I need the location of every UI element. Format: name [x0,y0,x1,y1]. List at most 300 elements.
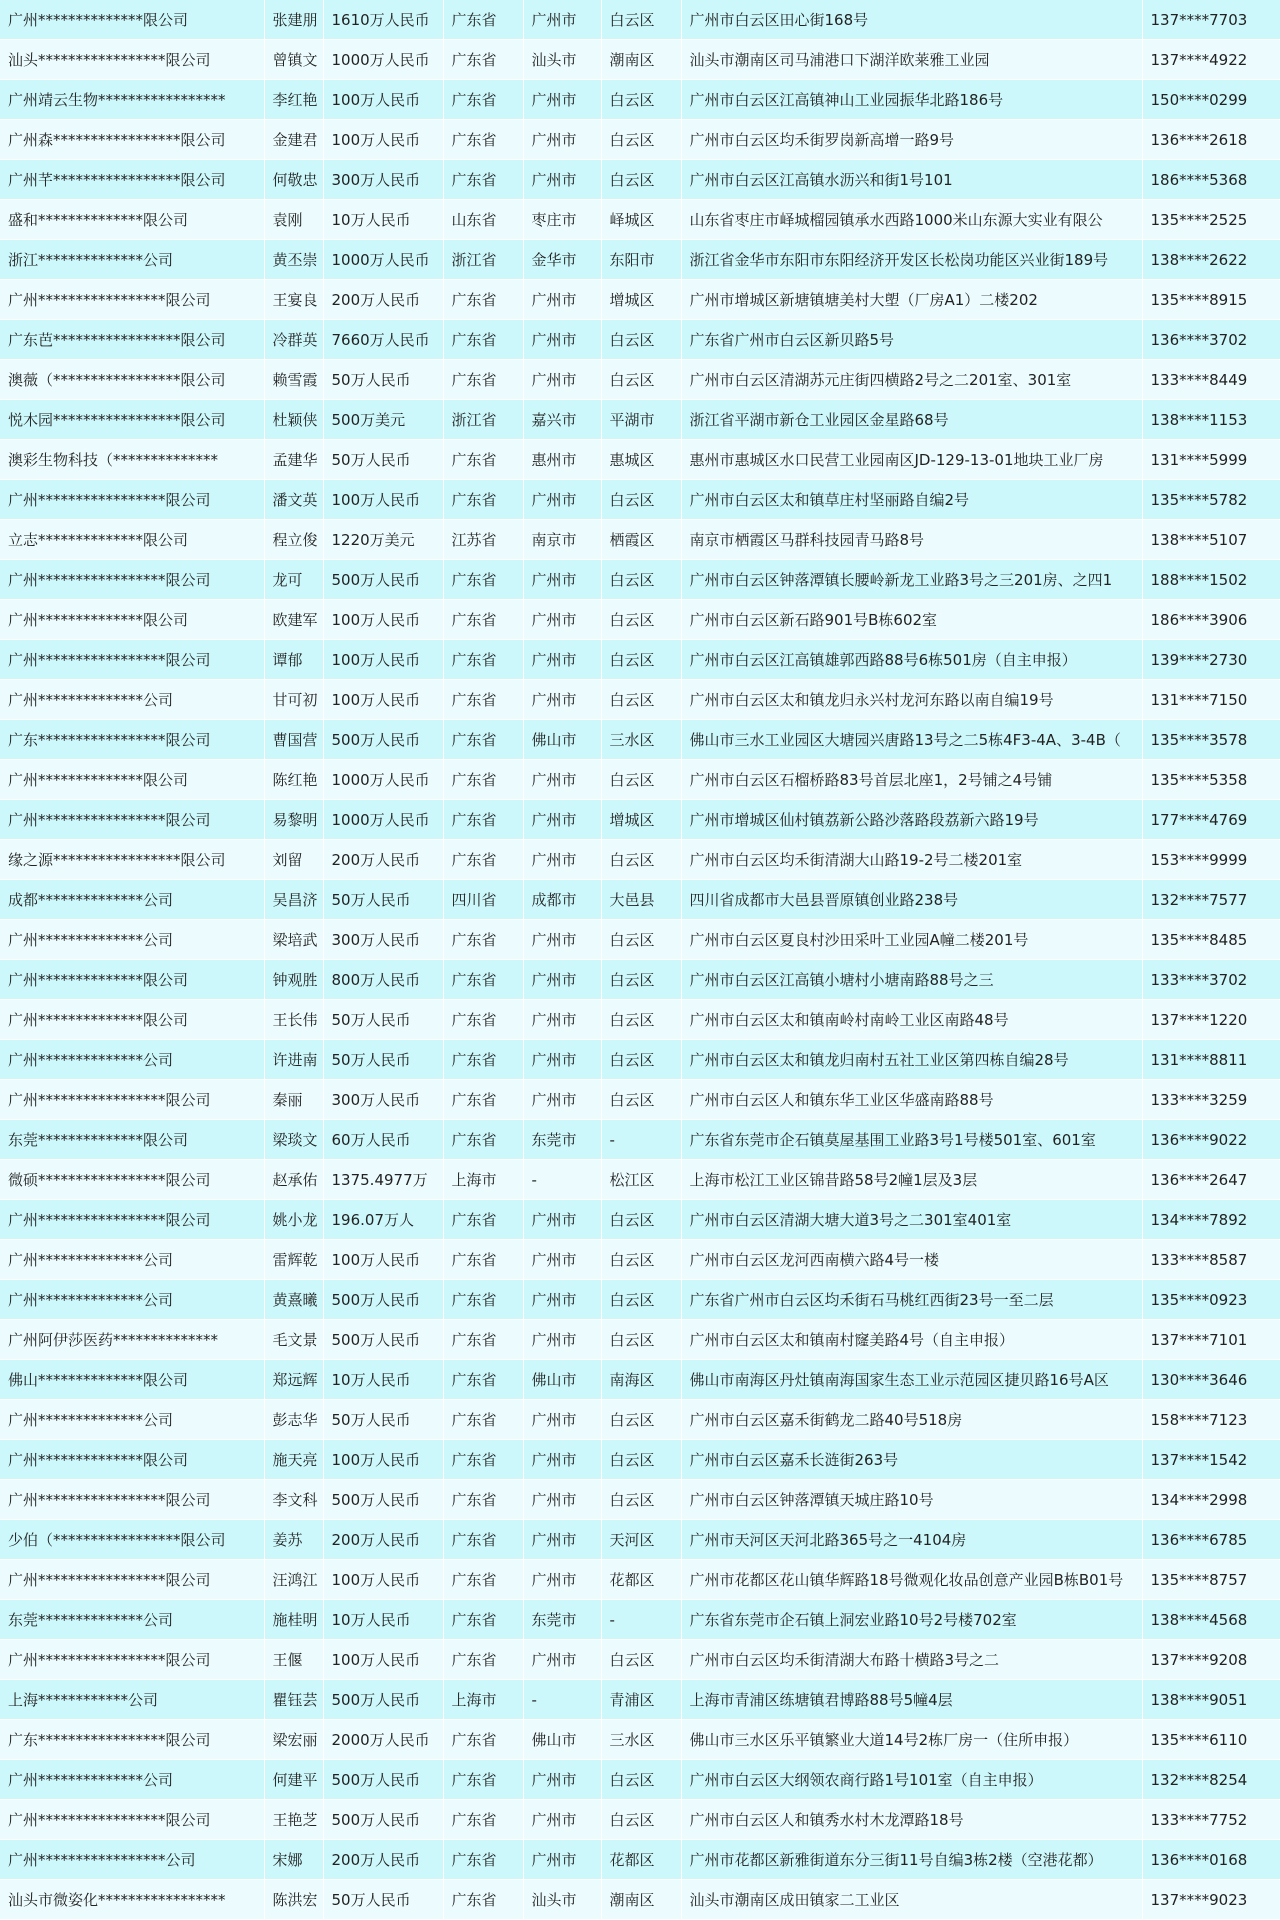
address-cell: 广州市白云区均禾街清湖大山路19-2号二楼201室 [681,840,1142,880]
table-row [0,280,1280,320]
company-name-cell: 广州*****************限公司 [0,560,264,600]
legal-rep-cell: 梁琰文 [264,1120,323,1160]
address-cell: 广州市增城区仙村镇荔新公路沙落路段荔新六路19号 [681,800,1142,840]
table-row [0,840,1280,880]
legal-rep-cell: 王艳芝 [264,1800,323,1840]
registered-capital-cell: 500万美元 [323,400,443,440]
company-name-cell: 汕头*****************限公司 [0,40,264,80]
province-cell: 广东省 [443,120,523,160]
district-cell: 白云区 [601,0,681,40]
table-row [0,1160,1280,1200]
table-row [0,1280,1280,1320]
table-row [0,400,1280,440]
registered-capital-cell: 50万人民币 [323,1400,443,1440]
district-cell: 白云区 [601,480,681,520]
phone-cell: 137****7703 [1142,0,1280,40]
registered-capital-cell: 10万人民币 [323,1360,443,1400]
city-cell: 广州市 [523,280,601,320]
registered-capital-cell: 300万人民币 [323,1080,443,1120]
legal-rep-cell: 曾镇文 [264,40,323,80]
registered-capital-cell: 60万人民币 [323,1120,443,1160]
legal-rep-cell: 龙可 [264,560,323,600]
address-cell: 上海市松江工业区锦昔路58号2幢1层及3层 [681,1160,1142,1200]
city-cell: 广州市 [523,1440,601,1480]
legal-rep-cell: 瞿钰芸 [264,1680,323,1720]
district-cell: 白云区 [601,960,681,1000]
address-cell: 广州市白云区石榴桥路83号首层北座1，2号铺之4号铺 [681,760,1142,800]
legal-rep-cell: 王偃 [264,1640,323,1680]
district-cell: 南海区 [601,1360,681,1400]
province-cell: 广东省 [443,1600,523,1640]
city-cell: 广州市 [523,120,601,160]
city-cell: 汕头市 [523,40,601,80]
phone-cell: 138****5107 [1142,520,1280,560]
table-row [0,760,1280,800]
district-cell: 天河区 [601,1520,681,1560]
company-name-cell: 浙江**************公司 [0,240,264,280]
registered-capital-cell: 100万人民币 [323,120,443,160]
phone-cell: 133****8587 [1142,1240,1280,1280]
province-cell: 广东省 [443,1640,523,1680]
address-cell: 佛山市南海区丹灶镇南海国家生态工业示范园区捷贝路16号A区 [681,1360,1142,1400]
phone-cell: 131****5999 [1142,440,1280,480]
legal-rep-cell: 赵承佑 [264,1160,323,1200]
phone-cell: 136****3702 [1142,320,1280,360]
legal-rep-cell: 姚小龙 [264,1200,323,1240]
table-row [0,1640,1280,1680]
province-cell: 广东省 [443,320,523,360]
province-cell: 广东省 [443,760,523,800]
address-cell: 广州市花都区花山镇华辉路18号微观化妆品创意产业园B栋B01号 [681,1560,1142,1600]
address-cell: 广州市白云区钟落潭镇天城庄路10号 [681,1480,1142,1520]
address-cell: 山东省枣庄市峄城榴园镇承水西路1000米山东源大实业有限公 [681,200,1142,240]
city-cell: 汕头市 [523,1880,601,1920]
city-cell: 广州市 [523,360,601,400]
registered-capital-cell: 1000万人民币 [323,40,443,80]
legal-rep-cell: 姜苏 [264,1520,323,1560]
city-cell: 广州市 [523,560,601,600]
table-row [0,240,1280,280]
province-cell: 广东省 [443,1000,523,1040]
phone-cell: 136****6785 [1142,1520,1280,1560]
legal-rep-cell: 袁刚 [264,200,323,240]
table-row [0,1320,1280,1360]
registered-capital-cell: 10万人民币 [323,1600,443,1640]
company-name-cell: 广州靖云生物***************** [0,80,264,120]
table-row [0,1760,1280,1800]
province-cell: 广东省 [443,1720,523,1760]
phone-cell: 131****8811 [1142,1040,1280,1080]
city-cell: 广州市 [523,1400,601,1440]
phone-cell: 135****8485 [1142,920,1280,960]
phone-cell: 137****1220 [1142,1000,1280,1040]
registered-capital-cell: 300万人民币 [323,160,443,200]
address-cell: 广州市白云区清湖大塘大道3号之二301室401室 [681,1200,1142,1240]
company-name-cell: 成都**************公司 [0,880,264,920]
district-cell: 白云区 [601,160,681,200]
legal-rep-cell: 赖雪霞 [264,360,323,400]
table-row [0,1840,1280,1880]
district-cell: 大邑县 [601,880,681,920]
registered-capital-cell: 300万人民币 [323,920,443,960]
phone-cell: 153****9999 [1142,840,1280,880]
legal-rep-cell: 宋娜 [264,1840,323,1880]
address-cell: 广州市白云区太和镇草庄村坚丽路自编2号 [681,480,1142,520]
province-cell: 浙江省 [443,240,523,280]
company-name-cell: 广州芊*****************限公司 [0,160,264,200]
phone-cell: 136****2647 [1142,1160,1280,1200]
registered-capital-cell: 196.07万人 [323,1200,443,1240]
city-cell: 广州市 [523,1040,601,1080]
table-row [0,1240,1280,1280]
legal-rep-cell: 张建朋 [264,0,323,40]
registered-capital-cell: 50万人民币 [323,1040,443,1080]
phone-cell: 132****7577 [1142,880,1280,920]
company-name-cell: 缘之源*****************限公司 [0,840,264,880]
registered-capital-cell: 100万人民币 [323,600,443,640]
province-cell: 广东省 [443,560,523,600]
phone-cell: 132****8254 [1142,1760,1280,1800]
phone-cell: 133****8449 [1142,360,1280,400]
legal-rep-cell: 许进南 [264,1040,323,1080]
registered-capital-cell: 1000万人民币 [323,240,443,280]
phone-cell: 137****9023 [1142,1880,1280,1920]
table-row [0,40,1280,80]
district-cell: 白云区 [601,560,681,600]
district-cell: 平湖市 [601,400,681,440]
company-name-cell: 东莞**************限公司 [0,1120,264,1160]
district-cell: 白云区 [601,1200,681,1240]
address-cell: 广州市白云区大纲领农商行路1号101室（自主申报） [681,1760,1142,1800]
district-cell: 青浦区 [601,1680,681,1720]
company-name-cell: 广州*****************限公司 [0,1560,264,1600]
legal-rep-cell: 吴昌济 [264,880,323,920]
city-cell: 广州市 [523,1200,601,1240]
province-cell: 广东省 [443,680,523,720]
legal-rep-cell: 黄熹曦 [264,1280,323,1320]
district-cell: 白云区 [601,1080,681,1120]
city-cell: 广州市 [523,1760,601,1800]
address-cell: 广州市增城区新塘镇塘美村大塱（厂房A1）二楼202 [681,280,1142,320]
company-name-cell: 广州森*****************限公司 [0,120,264,160]
registered-capital-cell: 500万人民币 [323,1680,443,1720]
city-cell: 广州市 [523,1800,601,1840]
legal-rep-cell: 冷群英 [264,320,323,360]
phone-cell: 133****7752 [1142,1800,1280,1840]
phone-cell: 135****0923 [1142,1280,1280,1320]
phone-cell: 158****7123 [1142,1400,1280,1440]
province-cell: 广东省 [443,1560,523,1600]
registered-capital-cell: 500万人民币 [323,1480,443,1520]
district-cell: 白云区 [601,680,681,720]
city-cell: - [523,1160,601,1200]
table-row [0,1040,1280,1080]
company-name-cell: 广州**************限公司 [0,1440,264,1480]
address-cell: 广东省广州市白云区均禾街石马桃红西街23号一至二层 [681,1280,1142,1320]
legal-rep-cell: 秦丽 [264,1080,323,1120]
registered-capital-cell: 100万人民币 [323,1640,443,1680]
legal-rep-cell: 欧建军 [264,600,323,640]
phone-cell: 188****1502 [1142,560,1280,600]
table-row [0,520,1280,560]
company-name-cell: 广州*****************公司 [0,1840,264,1880]
registered-capital-cell: 50万人民币 [323,880,443,920]
address-cell: 广州市白云区清湖苏元庄街四横路2号之二201室、301室 [681,360,1142,400]
company-name-cell: 立志**************限公司 [0,520,264,560]
legal-rep-cell: 李红艳 [264,80,323,120]
district-cell: 白云区 [601,1640,681,1680]
company-name-cell: 广东*****************限公司 [0,720,264,760]
legal-rep-cell: 梁宏丽 [264,1720,323,1760]
company-name-cell: 东莞**************公司 [0,1600,264,1640]
city-cell: 广州市 [523,80,601,120]
address-cell: 上海市青浦区练塘镇君博路88号5幢4层 [681,1680,1142,1720]
city-cell: 广州市 [523,1080,601,1120]
province-cell: 广东省 [443,360,523,400]
province-cell: 广东省 [443,1120,523,1160]
company-name-cell: 上海************公司 [0,1680,264,1720]
province-cell: 广东省 [443,840,523,880]
table-row [0,1400,1280,1440]
province-cell: 四川省 [443,880,523,920]
city-cell: 广州市 [523,680,601,720]
address-cell: 广州市白云区田心街168号 [681,0,1142,40]
city-cell: 广州市 [523,640,601,680]
city-cell: 广州市 [523,600,601,640]
district-cell: 峄城区 [601,200,681,240]
company-name-cell: 广州**************公司 [0,1280,264,1320]
address-cell: 广东省东莞市企石镇上洞宏业路10号2号楼702室 [681,1600,1142,1640]
company-name-cell: 广州阿伊莎医药************** [0,1320,264,1360]
table-row [0,880,1280,920]
address-cell: 广州市白云区龙河西南横六路4号一楼 [681,1240,1142,1280]
district-cell: 白云区 [601,1000,681,1040]
city-cell: 佛山市 [523,720,601,760]
registered-capital-cell: 7660万人民币 [323,320,443,360]
phone-cell: 177****4769 [1142,800,1280,840]
company-name-cell: 广州**************公司 [0,920,264,960]
district-cell: 白云区 [601,1280,681,1320]
city-cell: 广州市 [523,920,601,960]
district-cell: - [601,1120,681,1160]
district-cell: 潮南区 [601,40,681,80]
province-cell: 广东省 [443,40,523,80]
table-row [0,480,1280,520]
registered-capital-cell: 1375.4977万 [323,1160,443,1200]
company-name-cell: 广州*****************限公司 [0,1200,264,1240]
address-cell: 广州市白云区江高镇水沥兴和街1号101 [681,160,1142,200]
phone-cell: 138****1153 [1142,400,1280,440]
registered-capital-cell: 500万人民币 [323,1280,443,1320]
address-cell: 浙江省金华市东阳市东阳经济开发区长松岗功能区兴业街189号 [681,240,1142,280]
legal-rep-cell: 何敬忠 [264,160,323,200]
address-cell: 广东省东莞市企石镇莫屋基围工业路3号1号楼501室、601室 [681,1120,1142,1160]
province-cell: 广东省 [443,640,523,680]
company-name-cell: 少伯（*****************限公司 [0,1520,264,1560]
district-cell: 白云区 [601,1760,681,1800]
registered-capital-cell: 100万人民币 [323,1560,443,1600]
city-cell: 广州市 [523,480,601,520]
legal-rep-cell: 潘文英 [264,480,323,520]
district-cell: 白云区 [601,760,681,800]
phone-cell: 137****1542 [1142,1440,1280,1480]
table-row [0,1200,1280,1240]
legal-rep-cell: 钟观胜 [264,960,323,1000]
company-name-cell: 广州*****************限公司 [0,480,264,520]
registered-capital-cell: 1000万人民币 [323,800,443,840]
province-cell: 广东省 [443,960,523,1000]
table-row [0,360,1280,400]
company-name-cell: 广州*****************限公司 [0,1480,264,1520]
province-cell: 广东省 [443,480,523,520]
address-cell: 佛山市三水区乐平镇繁业大道14号2栋厂房一（住所申报） [681,1720,1142,1760]
phone-cell: 135****5782 [1142,480,1280,520]
phone-cell: 136****0168 [1142,1840,1280,1880]
province-cell: 广东省 [443,600,523,640]
district-cell: 三水区 [601,720,681,760]
table-row [0,1560,1280,1600]
district-cell: 白云区 [601,120,681,160]
phone-cell: 135****5358 [1142,760,1280,800]
company-name-cell: 广东芭*****************限公司 [0,320,264,360]
phone-cell: 135****6110 [1142,1720,1280,1760]
phone-cell: 134****2998 [1142,1480,1280,1520]
company-name-cell: 广州*****************限公司 [0,1800,264,1840]
registered-capital-cell: 100万人民币 [323,640,443,680]
phone-cell: 133****3259 [1142,1080,1280,1120]
district-cell: 潮南区 [601,1880,681,1920]
district-cell: 惠城区 [601,440,681,480]
legal-rep-cell: 陈红艳 [264,760,323,800]
province-cell: 广东省 [443,720,523,760]
legal-rep-cell: 易黎明 [264,800,323,840]
phone-cell: 135****3578 [1142,720,1280,760]
company-name-cell: 广州**************限公司 [0,600,264,640]
table-row [0,1720,1280,1760]
province-cell: 江苏省 [443,520,523,560]
phone-cell: 186****3906 [1142,600,1280,640]
company-name-cell: 广州*****************限公司 [0,280,264,320]
phone-cell: 135****8915 [1142,280,1280,320]
phone-cell: 138****4568 [1142,1600,1280,1640]
province-cell: 广东省 [443,0,523,40]
city-cell: 成都市 [523,880,601,920]
legal-rep-cell: 王长伟 [264,1000,323,1040]
district-cell: 白云区 [601,360,681,400]
company-name-cell: 微硕*****************限公司 [0,1160,264,1200]
district-cell: 栖霞区 [601,520,681,560]
city-cell: 广州市 [523,960,601,1000]
registered-capital-cell: 500万人民币 [323,1800,443,1840]
address-cell: 广州市花都区新雅街道东分三街11号自编3栋2楼（空港花都） [681,1840,1142,1880]
company-name-cell: 广州**************限公司 [0,960,264,1000]
province-cell: 广东省 [443,280,523,320]
table-row [0,440,1280,480]
registered-capital-cell: 100万人民币 [323,680,443,720]
district-cell: 白云区 [601,1800,681,1840]
legal-rep-cell: 黄丕崇 [264,240,323,280]
registered-capital-cell: 10万人民币 [323,200,443,240]
district-cell: 白云区 [601,640,681,680]
address-cell: 南京市栖霞区马群科技园青马路8号 [681,520,1142,560]
company-name-cell: 广州*****************限公司 [0,800,264,840]
phone-cell: 138****9051 [1142,1680,1280,1720]
address-cell: 广州市白云区均禾街罗岗新高增一路9号 [681,120,1142,160]
table-row [0,0,1280,40]
table-row [0,1080,1280,1120]
city-cell: 广州市 [523,160,601,200]
city-cell: 南京市 [523,520,601,560]
city-cell: - [523,1680,601,1720]
province-cell: 广东省 [443,160,523,200]
address-cell: 四川省成都市大邑县晋原镇创业路238号 [681,880,1142,920]
province-cell: 广东省 [443,1280,523,1320]
address-cell: 广州市白云区太和镇龙归南村五社工业区第四栋自编28号 [681,1040,1142,1080]
table-row [0,600,1280,640]
company-name-cell: 盛和**************限公司 [0,200,264,240]
address-cell: 广州市白云区江高镇雄郭西路88号6栋501房（自主申报） [681,640,1142,680]
registered-capital-cell: 500万人民币 [323,560,443,600]
legal-rep-cell: 谭郁 [264,640,323,680]
address-cell: 广州市白云区夏良村沙田采叶工业园A幢二楼201号 [681,920,1142,960]
table-row [0,1880,1280,1920]
province-cell: 山东省 [443,200,523,240]
district-cell: 增城区 [601,280,681,320]
registered-capital-cell: 500万人民币 [323,1320,443,1360]
table-row [0,1480,1280,1520]
legal-rep-cell: 梁培武 [264,920,323,960]
registered-capital-cell: 200万人民币 [323,1840,443,1880]
city-cell: 佛山市 [523,1720,601,1760]
legal-rep-cell: 施天亮 [264,1440,323,1480]
district-cell: 白云区 [601,1440,681,1480]
registered-capital-cell: 50万人民币 [323,360,443,400]
phone-cell: 186****5368 [1142,160,1280,200]
company-name-cell: 广东*****************限公司 [0,1720,264,1760]
district-cell: 花都区 [601,1560,681,1600]
address-cell: 广州市白云区太和镇龙归永兴村龙河东路以南自编19号 [681,680,1142,720]
city-cell: 广州市 [523,1560,601,1600]
address-cell: 广州市白云区江高镇小塘村小塘南路88号之三 [681,960,1142,1000]
legal-rep-cell: 施桂明 [264,1600,323,1640]
legal-rep-cell: 郑远辉 [264,1360,323,1400]
province-cell: 广东省 [443,920,523,960]
registered-capital-cell: 50万人民币 [323,440,443,480]
phone-cell: 136****2618 [1142,120,1280,160]
province-cell: 广东省 [443,1360,523,1400]
province-cell: 上海市 [443,1160,523,1200]
phone-cell: 134****7892 [1142,1200,1280,1240]
city-cell: 广州市 [523,1640,601,1680]
address-cell: 惠州市惠城区水口民营工业园南区JD-129-13-01地块工业厂房 [681,440,1142,480]
district-cell: 白云区 [601,1320,681,1360]
province-cell: 广东省 [443,1200,523,1240]
table-row [0,1800,1280,1840]
address-cell: 广州市白云区嘉禾街鹤龙二路40号518房 [681,1400,1142,1440]
address-cell: 广州市白云区太和镇南岭村南岭工业区南路48号 [681,1000,1142,1040]
legal-rep-cell: 雷辉乾 [264,1240,323,1280]
registered-capital-cell: 1610万人民币 [323,0,443,40]
legal-rep-cell: 彭志华 [264,1400,323,1440]
province-cell: 浙江省 [443,400,523,440]
address-cell: 广州市白云区太和镇南村窿美路4号（自主申报） [681,1320,1142,1360]
registered-capital-cell: 200万人民币 [323,1520,443,1560]
province-cell: 广东省 [443,800,523,840]
district-cell: 白云区 [601,600,681,640]
table-row [0,1360,1280,1400]
table-row [0,640,1280,680]
registered-capital-cell: 50万人民币 [323,1880,443,1920]
